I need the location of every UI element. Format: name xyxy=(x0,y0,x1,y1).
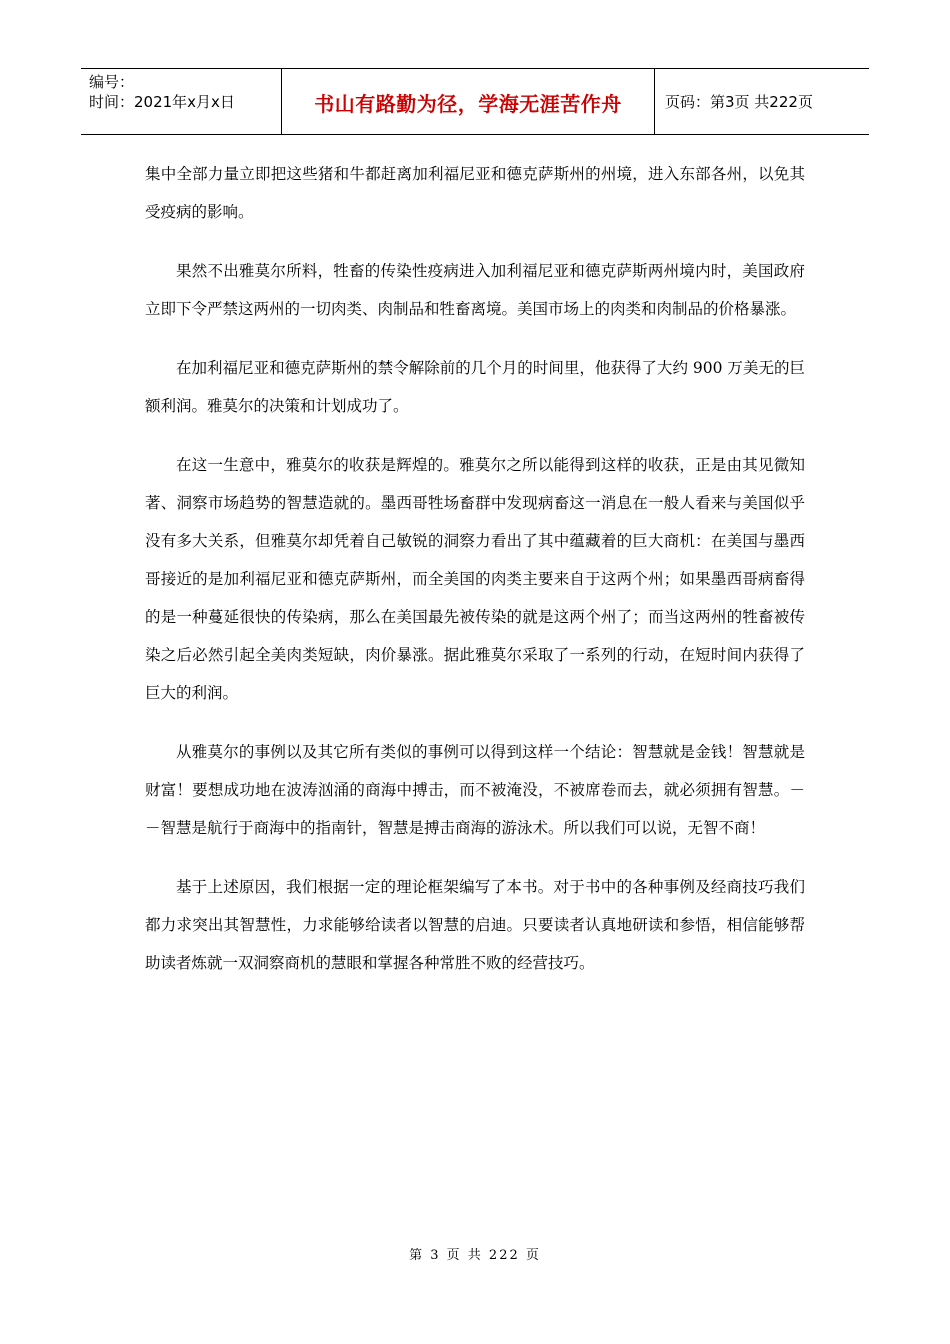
paragraph-4: 在这一生意中，雅莫尔的收获是辉煌的。雅莫尔之所以能得到这样的收获，正是由其见微知著、洞察市场趋势的智慧造就的。墨西哥牲场畜群中发现病畜这一消息在一般人看来与美国似乎没有多大关系，但雅莫尔却凭着自己敏锐的洞察力看出了其中蕴藏着的巨大商机：在美国与墨西哥接近的是加利福尼亚和德克萨斯州，而全美国的肉类主要来自于这两个州；如果墨西哥病畜得的是一种蔓延很快的传染病，那么在美国最先被传染的就是这两个州了；而当这两州的牲畜被传染之后必然引起全美肉类短缺，肉价暴涨。据此雅莫尔采取了一系列的行动，在短时间内获得了巨大的利润。 xyxy=(145,456,805,702)
header-motto: 书山有路勤为径，学海无涯苦作舟 xyxy=(282,69,655,134)
number-label: 编号： xyxy=(89,73,135,91)
page-footer: 第 3 页 共 222 页 xyxy=(409,1248,541,1263)
header-page-info: 页码：第3页 共222页 xyxy=(665,93,813,111)
paragraph-1: 集中全部力量立即把这些猪和牛都赶离加利福尼亚和德克萨斯州的州境，进入东部各州，以免其受疫病的影响。 xyxy=(145,165,805,221)
page-header xyxy=(81,68,869,135)
paragraph-5: 从雅莫尔的事例以及其它所有类似的事例可以得到这样一个结论：智慧就是金钱！智慧就是财富！要想成功地在波涛汹涌的商海中搏击，而不被淹没，不被席卷而去，就必须拥有智慧。－－智慧是航行于商海中的指南针，智慧是搏击商海的游泳术。所以我们可以说，无智不商！ xyxy=(145,743,805,837)
header-meta xyxy=(81,69,282,134)
paragraph-3: 在加利福尼亚和德克萨斯州的禁令解除前的几个月的时间里，他获得了大约 900 万美无的巨额利润。雅莫尔的决策和计划成功了。 xyxy=(145,359,805,415)
paragraph-6: 基于上述原因，我们根据一定的理论框架编写了本书。对于书中的各种事例及经商技巧我们都力求突出其智慧性，力求能够给读者以智慧的启迪。只要读者认真地研读和参悟，相信能够帮助读者炼就一双洞察商机的慧眼和掌握各种常胜不败的经营技巧。 xyxy=(145,878,805,972)
paragraph-2: 果然不出雅莫尔所料，牲畜的传染性疫病进入加利福尼亚和德克萨斯两州境内时，美国政府立即下令严禁这两州的一切肉类、肉制品和牲畜离境。美国市场上的肉类和肉制品的价格暴涨。 xyxy=(145,262,805,318)
date-label: 时间：2021年x月x日 xyxy=(89,93,235,111)
document-body xyxy=(145,155,805,1003)
